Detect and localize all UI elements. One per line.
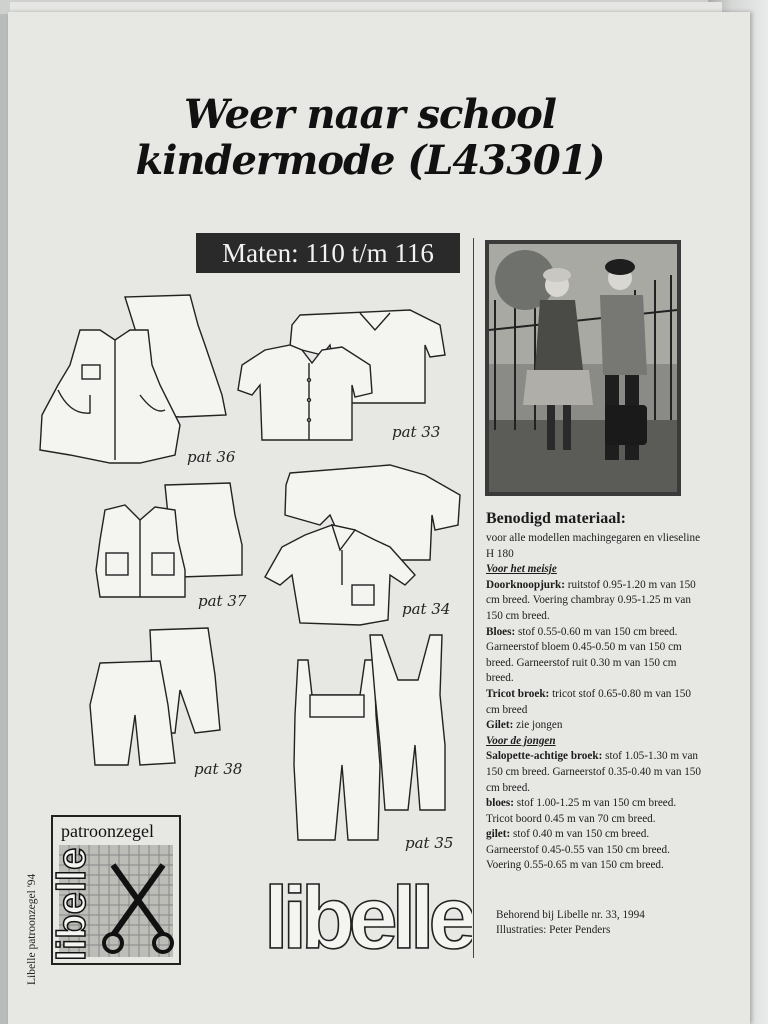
title-line-1: Weer naar school <box>184 91 556 138</box>
pattern-label: pat 38 <box>194 760 243 778</box>
pattern-label: pat 36 <box>187 448 236 466</box>
source-note: Behorend bij Libelle nr. 33, 1994 <box>496 909 645 921</box>
column-divider <box>473 238 474 958</box>
sizes-banner: Maten: 110 t/m 116 <box>196 233 460 273</box>
material-item: gilet: stof 0.40 m van 150 cm breed. Garneerstof 0.45-0.55 van 150 cm breed. Voering 0.55-0.65 m van 150 cm breed. <box>486 828 670 872</box>
logo-text: libelle <box>264 868 472 956</box>
badge-logo: libelle <box>51 847 94 961</box>
badge-title: patroonzegel <box>61 821 154 841</box>
material-item: Bloes: stof 0.55-0.60 m van 150 cm breed. Garneerstof bloem 0.45-0.50 m van 150 cm breed. Garneerstof ruit 0.30 m van 150 cm breed. <box>486 625 682 685</box>
pattern-label: pat 34 <box>402 600 451 618</box>
materials-list <box>486 510 704 874</box>
pattern-sketches <box>30 285 470 855</box>
material-item: bloes: stof 1.00-1.25 m van 150 cm breed. Tricot boord 0.45 m van 70 cm breed. <box>486 797 677 825</box>
blouse-front-sketch <box>238 345 372 440</box>
pattern-label: pat 37 <box>198 592 247 610</box>
side-caption: Libelle patroonzegel '94 <box>26 873 38 985</box>
pattern-label: pat 35 <box>405 834 454 852</box>
materials-intro: voor alle modellen machingegaren en vlieseline H 180 <box>486 532 701 560</box>
trousers-front-sketch <box>90 661 175 765</box>
boy-section-heading: Voor de jongen <box>486 734 556 747</box>
materials-heading: Benodigd materiaal: <box>486 510 626 527</box>
material-item: Doorknoopjurk: ruitstof 0.95-1.20 m van 150 cm breed. Voering chambray 0.95-1.25 m van 150 cm breed. <box>486 578 696 622</box>
patroonzegel-badge <box>51 815 181 965</box>
overall-front-sketch <box>294 660 380 840</box>
illustrator-note: Illustraties: Peter Penders <box>496 924 611 936</box>
pattern-label: pat 33 <box>392 423 441 441</box>
credits <box>496 908 716 938</box>
title-line-2: kindermode (L43301) <box>135 137 605 184</box>
overall-back-sketch <box>370 635 445 810</box>
material-item: Gilet: zie jongen <box>486 719 563 732</box>
children-photo <box>485 240 681 496</box>
girl-section-heading: Voor het meisje <box>486 563 557 576</box>
material-item: Salopette-achtige broek: stof 1.05-1.30 m van 150 cm breed. Garneerstof 0.35-0.40 m van 150 cm breed. <box>486 750 701 794</box>
page-title <box>100 92 640 184</box>
libelle-logo <box>262 866 472 956</box>
material-item: Tricot broek: tricot stof 0.65-0.80 m van 150 cm breed <box>486 687 691 716</box>
